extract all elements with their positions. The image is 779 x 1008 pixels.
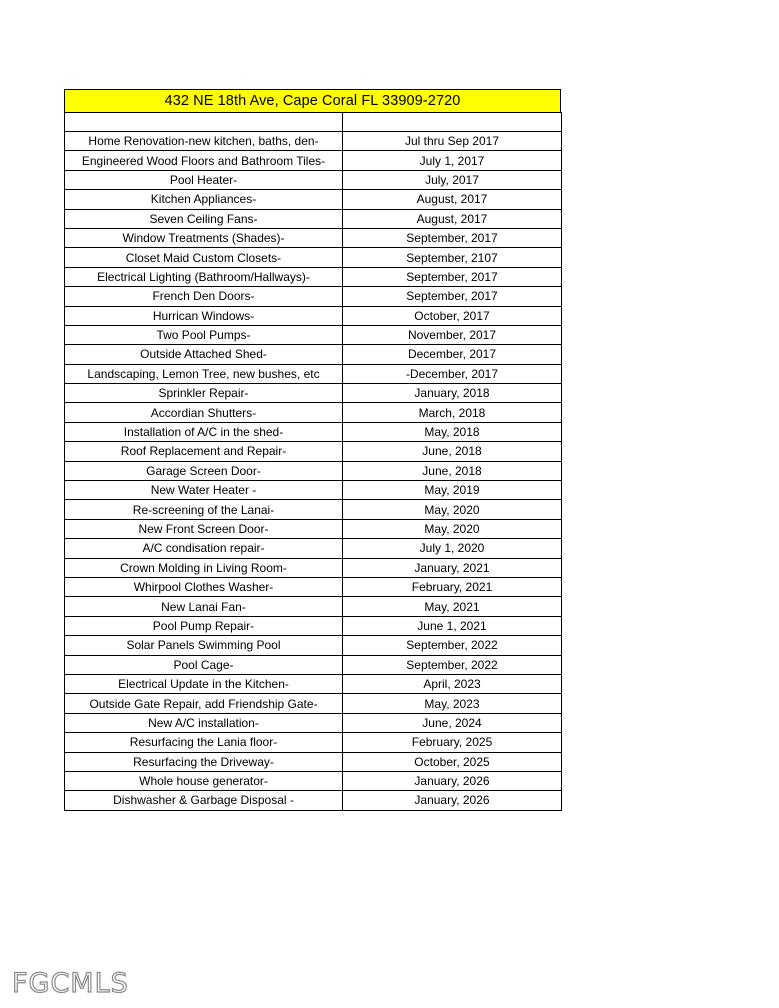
improvement-date-cell: January, 2026: [343, 771, 562, 790]
improvement-date-cell: May, 2020: [343, 500, 562, 519]
improvement-item-cell: New Front Screen Door-: [65, 519, 343, 538]
table-row: [65, 384, 562, 403]
improvement-date-cell: September, 2107: [343, 248, 562, 267]
improvements-table: [64, 112, 562, 811]
table-row: [65, 345, 562, 364]
table-row: [65, 170, 562, 189]
improvement-date-cell: September, 2017: [343, 228, 562, 247]
improvement-item-cell: Electrical Lighting (Bathroom/Hallways)-: [65, 267, 343, 286]
improvement-date-cell: January, 2018: [343, 384, 562, 403]
table-row: [65, 500, 562, 519]
table-row: [65, 403, 562, 422]
improvement-item-cell: Outside Attached Shed-: [65, 345, 343, 364]
improvement-item-cell: Resurfacing the Lania floor-: [65, 733, 343, 752]
blank-cell: [343, 113, 562, 132]
table-row: [65, 209, 562, 228]
improvement-date-cell: June, 2024: [343, 713, 562, 732]
table-row: [65, 132, 562, 151]
improvement-date-cell: May, 2023: [343, 694, 562, 713]
improvement-date-cell: February, 2021: [343, 577, 562, 596]
table-row: [65, 655, 562, 674]
improvement-date-cell: June 1, 2021: [343, 616, 562, 635]
table-row: [65, 597, 562, 616]
improvement-item-cell: Garage Screen Door-: [65, 461, 343, 480]
improvement-date-cell: June, 2018: [343, 442, 562, 461]
improvement-item-cell: New Water Heater -: [65, 481, 343, 500]
improvement-item-cell: Hurrican Windows-: [65, 306, 343, 325]
improvement-date-cell: December, 2017: [343, 345, 562, 364]
blank-cell: [65, 113, 343, 132]
improvement-date-cell: August, 2017: [343, 209, 562, 228]
improvement-date-cell: September, 2022: [343, 636, 562, 655]
improvement-item-cell: Engineered Wood Floors and Bathroom Tiles-: [65, 151, 343, 170]
improvement-item-cell: Dishwasher & Garbage Disposal -: [65, 791, 343, 810]
improvement-item-cell: Whole house generator-: [65, 771, 343, 790]
table-row: [65, 674, 562, 693]
improvement-item-cell: A/C condisation repair-: [65, 539, 343, 558]
improvement-item-cell: Accordian Shutters-: [65, 403, 343, 422]
improvement-item-cell: Re-screening of the Lanai-: [65, 500, 343, 519]
improvement-item-cell: Roof Replacement and Repair-: [65, 442, 343, 461]
table-row: [65, 306, 562, 325]
table-row: [65, 519, 562, 538]
table-row: [65, 461, 562, 480]
table-row: [65, 577, 562, 596]
improvement-date-cell: July 1, 2020: [343, 539, 562, 558]
improvement-item-cell: Two Pool Pumps-: [65, 325, 343, 344]
improvement-item-cell: Sprinkler Repair-: [65, 384, 343, 403]
table-row: [65, 267, 562, 286]
table-row: [65, 713, 562, 732]
improvement-date-cell: March, 2018: [343, 403, 562, 422]
improvement-item-cell: Pool Cage-: [65, 655, 343, 674]
table-row: [65, 190, 562, 209]
table-row: [65, 791, 562, 810]
improvement-item-cell: Seven Ceiling Fans-: [65, 209, 343, 228]
improvement-date-cell: September, 2022: [343, 655, 562, 674]
table-row: [65, 248, 562, 267]
address-title: 432 NE 18th Ave, Cape Coral FL 33909-2720: [64, 89, 561, 113]
improvement-date-cell: October, 2025: [343, 752, 562, 771]
improvement-item-cell: French Den Doors-: [65, 287, 343, 306]
improvement-item-cell: Window Treatments (Shades)-: [65, 228, 343, 247]
table-row: [65, 481, 562, 500]
improvement-item-cell: Solar Panels Swimming Pool: [65, 636, 343, 655]
improvement-date-cell: July, 2017: [343, 170, 562, 189]
improvement-item-cell: Home Renovation-new kitchen, baths, den-: [65, 132, 343, 151]
improvement-item-cell: New Lanai Fan-: [65, 597, 343, 616]
improvement-date-cell: January, 2021: [343, 558, 562, 577]
improvement-date-cell: September, 2017: [343, 267, 562, 286]
blank-row: [65, 113, 562, 132]
improvement-date-cell: Jul thru Sep 2017: [343, 132, 562, 151]
improvement-date-cell: -December, 2017: [343, 364, 562, 383]
table-row: [65, 287, 562, 306]
improvement-date-cell: June, 2018: [343, 461, 562, 480]
improvement-item-cell: Outside Gate Repair, add Friendship Gate-: [65, 694, 343, 713]
improvement-date-cell: October, 2017: [343, 306, 562, 325]
improvement-date-cell: September, 2017: [343, 287, 562, 306]
table-row: [65, 364, 562, 383]
improvement-date-cell: January, 2026: [343, 791, 562, 810]
improvement-item-cell: Resurfacing the Driveway-: [65, 752, 343, 771]
improvement-date-cell: May, 2021: [343, 597, 562, 616]
improvement-item-cell: Whirpool Clothes Washer-: [65, 577, 343, 596]
improvement-date-cell: May, 2018: [343, 422, 562, 441]
table-row: [65, 771, 562, 790]
table-row: [65, 752, 562, 771]
table-row: [65, 636, 562, 655]
improvement-item-cell: Kitchen Appliances-: [65, 190, 343, 209]
table-row: [65, 733, 562, 752]
improvement-item-cell: Closet Maid Custom Closets-: [65, 248, 343, 267]
fgcmls-watermark-logo: FGCMLS: [12, 968, 129, 999]
table-row: [65, 539, 562, 558]
improvement-item-cell: Landscaping, Lemon Tree, new bushes, etc: [65, 364, 343, 383]
table-row: [65, 694, 562, 713]
improvement-date-cell: July 1, 2017: [343, 151, 562, 170]
improvement-item-cell: Pool Pump Repair-: [65, 616, 343, 635]
table-row: [65, 558, 562, 577]
table-row: [65, 422, 562, 441]
improvement-item-cell: New A/C installation-: [65, 713, 343, 732]
improvements-sheet: [64, 89, 561, 811]
improvement-date-cell: August, 2017: [343, 190, 562, 209]
table-row: [65, 442, 562, 461]
improvement-date-cell: November, 2017: [343, 325, 562, 344]
table-row: [65, 616, 562, 635]
improvement-item-cell: Crown Molding in Living Room-: [65, 558, 343, 577]
improvement-date-cell: May, 2020: [343, 519, 562, 538]
improvement-date-cell: May, 2019: [343, 481, 562, 500]
improvement-item-cell: Installation of A/C in the shed-: [65, 422, 343, 441]
table-row: [65, 151, 562, 170]
improvement-item-cell: Pool Heater-: [65, 170, 343, 189]
improvement-item-cell: Electrical Update in the Kitchen-: [65, 674, 343, 693]
table-row: [65, 228, 562, 247]
improvement-date-cell: February, 2025: [343, 733, 562, 752]
table-row: [65, 325, 562, 344]
improvement-date-cell: April, 2023: [343, 674, 562, 693]
